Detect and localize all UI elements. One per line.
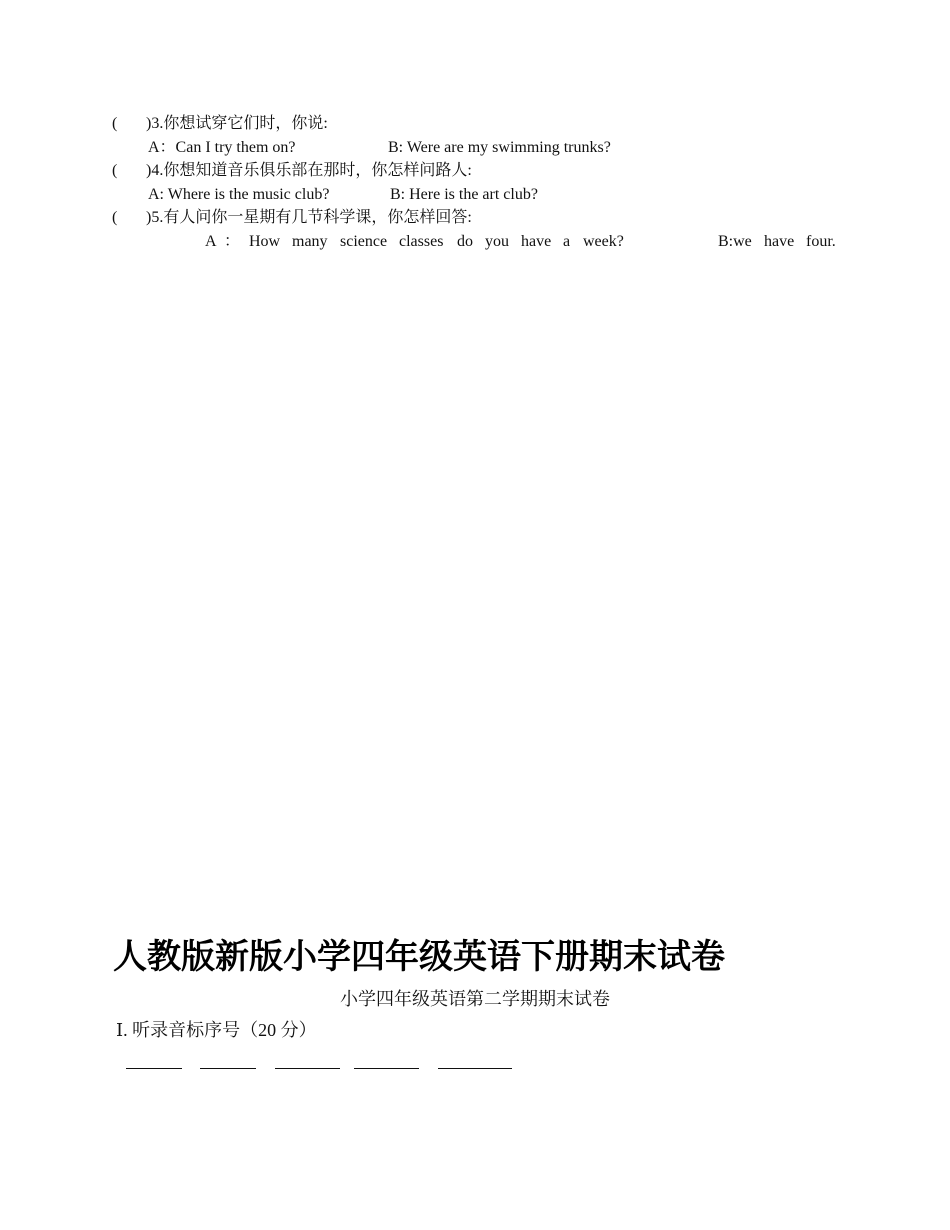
option-b-word: have (764, 233, 795, 250)
option-a: A：Can I try them on? (148, 139, 296, 156)
question-3-options (0, 138, 950, 158)
option-a-word: have (521, 233, 552, 250)
answer-blank[interactable] (126, 1068, 182, 1069)
question-prompt: )3.你想试穿它们时，你说: (146, 115, 328, 132)
option-a-word: ： (224, 233, 241, 250)
option-b: B: Were are my swimming trunks? (388, 139, 611, 156)
answer-blank[interactable] (354, 1068, 419, 1069)
option-a-word: you (485, 233, 509, 250)
option-a-word: do (457, 233, 473, 250)
option-a-word: classes (399, 233, 444, 250)
exam-title: 人教版新版小学四年级英语下册期末试卷 (113, 937, 725, 977)
question-4 (0, 161, 950, 181)
answer-blank[interactable] (438, 1068, 512, 1069)
option-a-word: a (563, 233, 571, 250)
question-prompt: )4.你想知道音乐俱乐部在那时，你怎样问路人: (146, 162, 472, 179)
option-a-word: A (205, 233, 217, 250)
option-a: A: Where is the music club? (148, 186, 330, 203)
question-prompt: )5.有人问你一星期有几节科学课，你怎样回答: (146, 209, 472, 226)
answer-paren: ( (112, 162, 118, 179)
answer-blank[interactable] (200, 1068, 256, 1069)
question-4-options (0, 185, 950, 205)
exam-subtitle: 小学四年级英语第二学期期末试卷 (340, 989, 610, 1009)
section-heading-listening: Ⅰ. 听录音标序号（20 分） (116, 1020, 317, 1040)
option-b: B: Here is the art club? (390, 186, 538, 203)
option-b-word: four. (806, 233, 836, 250)
option-a-word: week? (583, 233, 624, 250)
question-5 (0, 208, 950, 228)
answer-paren: ( (112, 115, 118, 132)
option-a-word: How (249, 233, 281, 250)
question-3 (0, 114, 950, 134)
answer-blank[interactable] (275, 1068, 340, 1069)
question-5-options (0, 232, 950, 252)
option-a-word: many (292, 233, 328, 250)
option-a-word: science (340, 233, 388, 250)
option-b-word: B:we (718, 233, 752, 250)
answer-paren: ( (112, 209, 118, 226)
